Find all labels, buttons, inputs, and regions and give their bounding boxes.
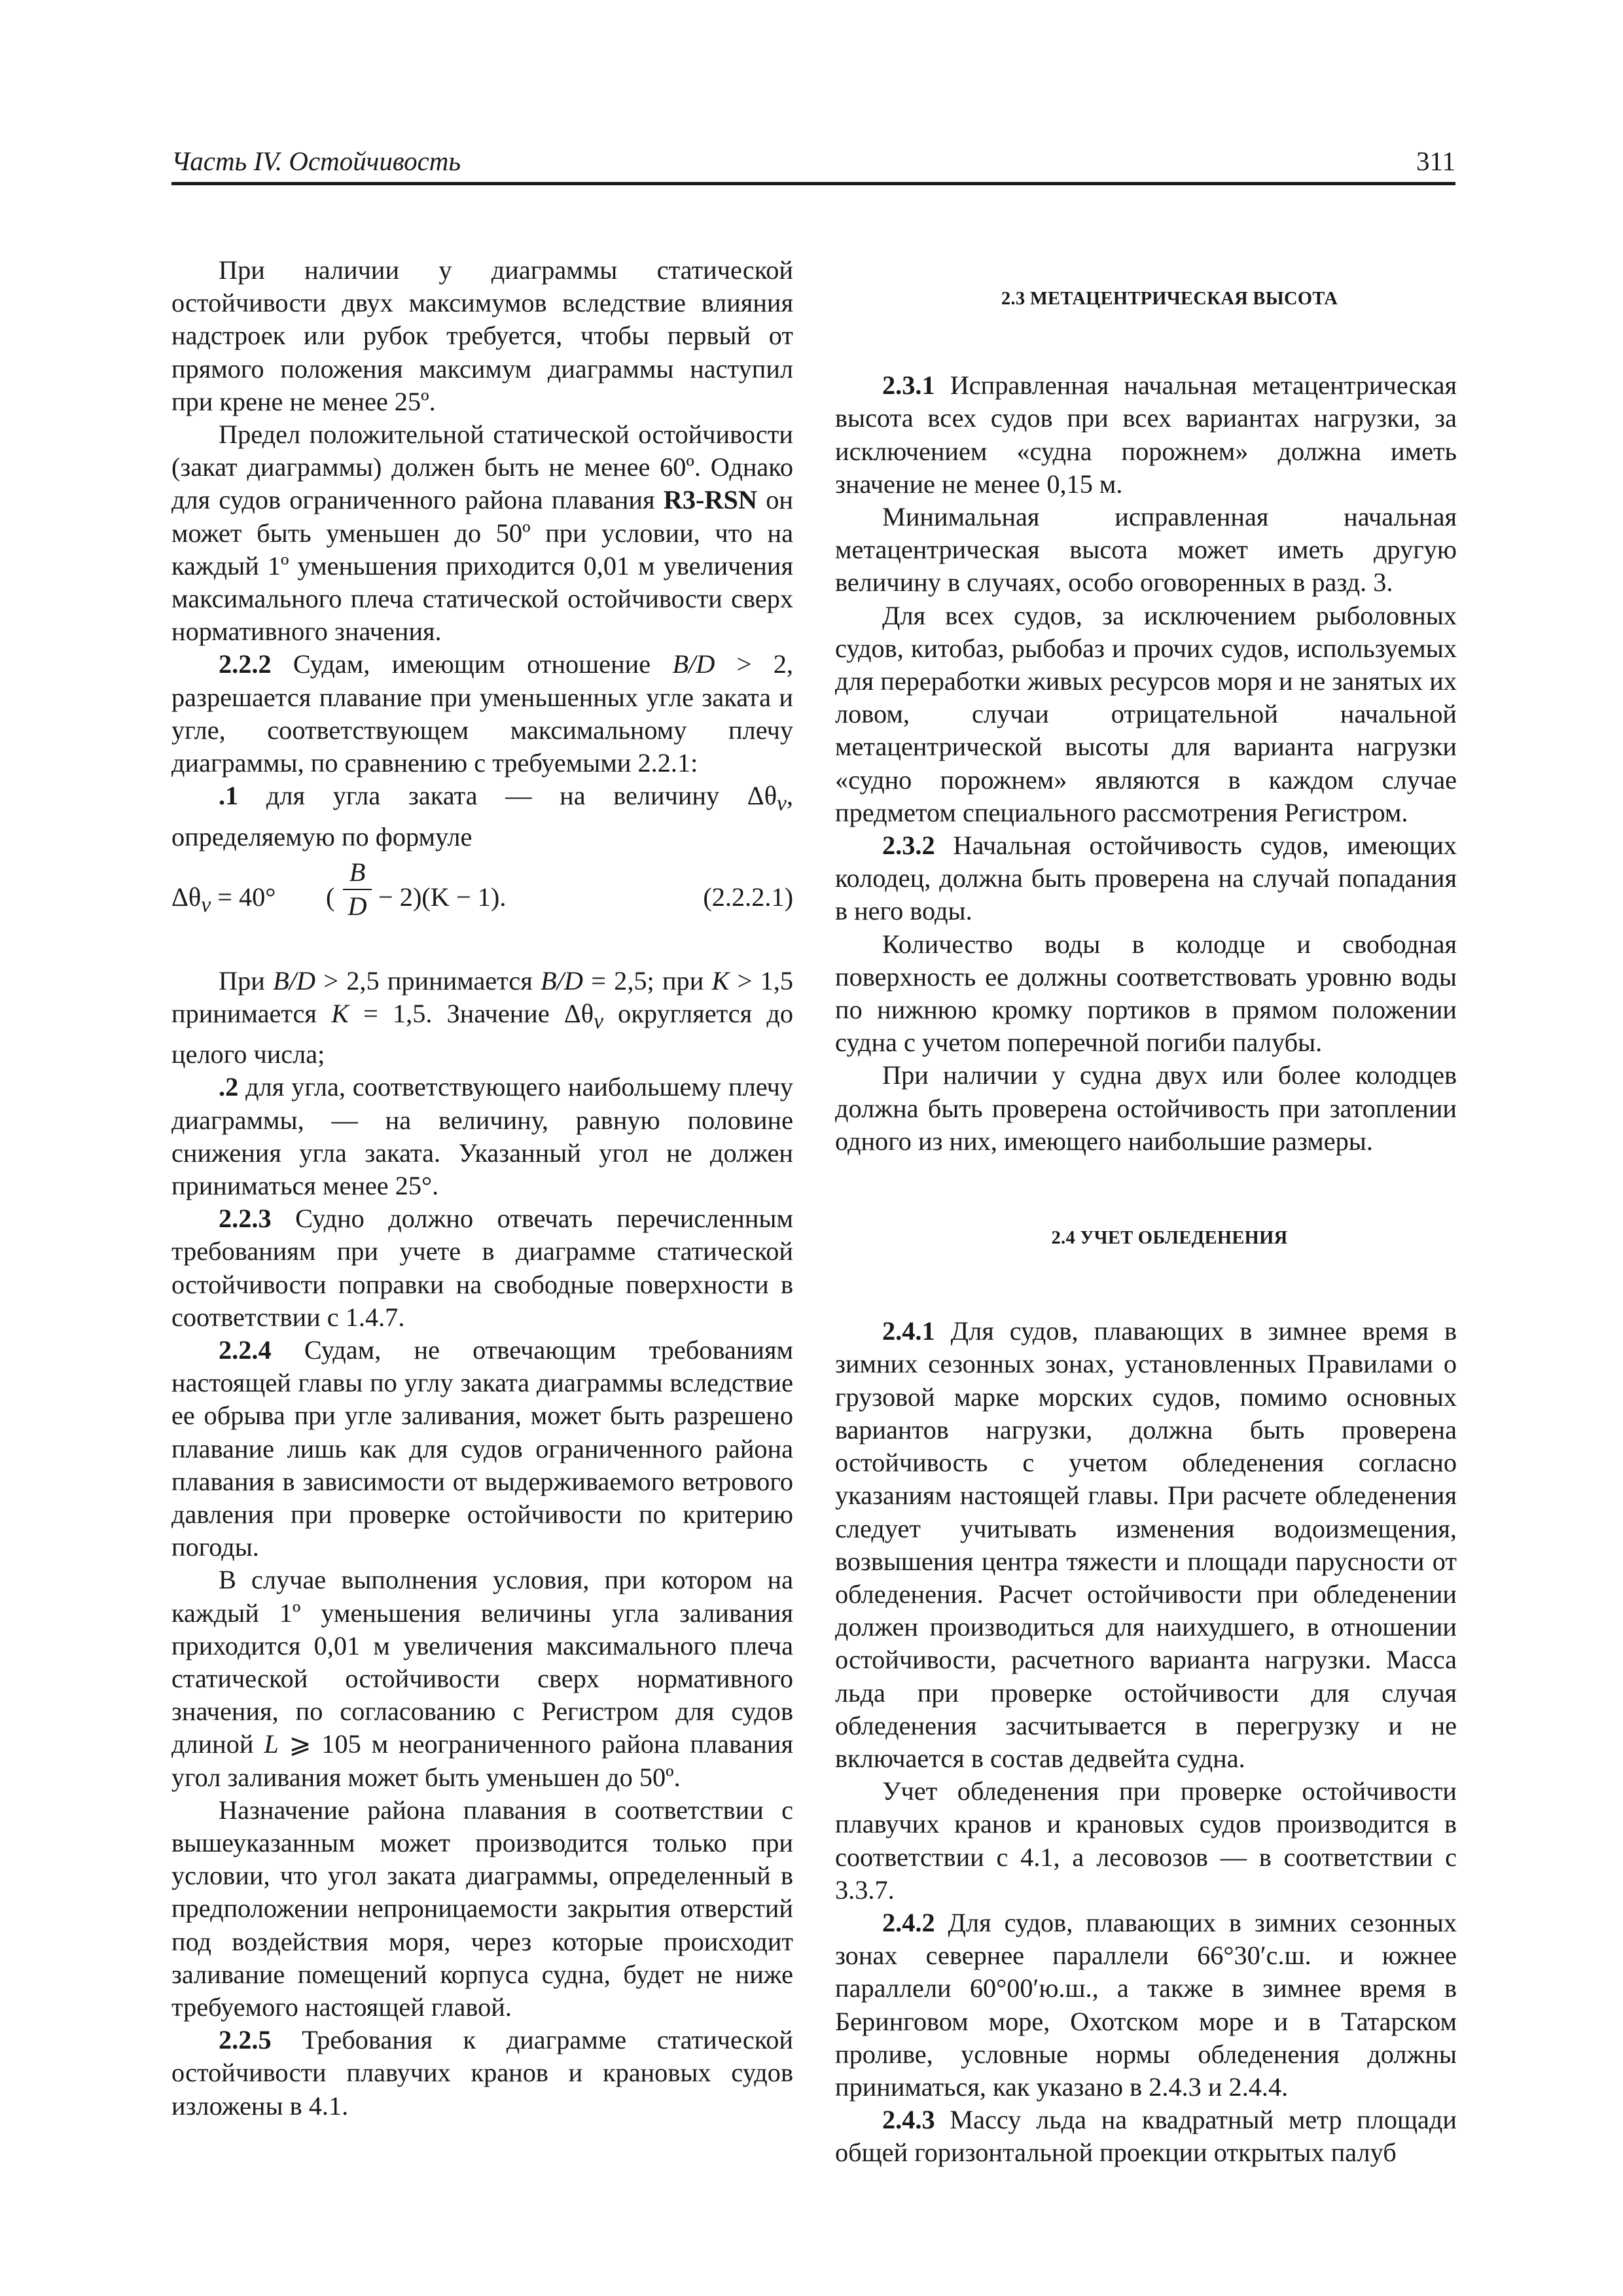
page-header	[171, 143, 1455, 185]
paragraph: При B/D > 2,5 принимается B/D = 2,5; при K > 1,5 принимается K = 1,5. Значение $\Delta\theta_v$ округляется до целого числа;	[171, 965, 794, 1069]
paragraph: Для всех судов, за исключением рыболовных судов, китобаз, рыбобаз и прочих судов, используемых для переработки живых ресурсов моря и не занятых их ловом, случаи отрицательной начальной метацентрической высоты для варианта нагрузки «судно порожнем» являются в каждом случае предметом специального рассмотрения Регистром.	[835, 600, 1457, 827]
left-column	[171, 254, 793, 2123]
right-column	[835, 254, 1457, 2170]
section-2-3-1: 2.3.1 Исправленная начальная метацентрическая высота всех судов при всех вариантах нагрузки, за исключением «судна порожнем» должна иметь значение не менее 0,15 м.	[835, 370, 1457, 499]
paragraph: В случае выполнения условия, при котором на каждый 1º уменьшения величины угла заливания приходится 0,01 м увеличения максимального плеча статической остойчивости сверх нормативного значения, по согласованию с Регистром для судов длиной L ⩾ 105 м неограниченного района плавания угол заливания может быть уменьшен до 50º.	[171, 1565, 793, 1792]
section-2-2-5: 2.2.5 Требования к диаграмме статической остойчивости плавучих кранов и крановых судов изложены в 4.1.	[171, 2025, 793, 2121]
list-item-2: .2 для угла, соответствующего наибольшему плечу диаграммы, — на величину, равную половине снижения угла заката. Указанный угол не должен приниматься менее 25°.	[171, 1072, 793, 1200]
paragraph: При наличии у судна двух или более колодцев должна быть проверена остойчивость при затоплении одного из них, имеющего наибольшие размеры.	[835, 1060, 1457, 1156]
paragraph: Количество воды в колодце и свободная поверхность ее должны соответствовать уровню воды по нижнюю кромку портиков в прямом положении судна с учетом поперечной погиби палубы.	[835, 929, 1457, 1058]
paragraph: При наличии у диаграммы статической остойчивости двух максимумов вследствие влияния надстроек или рубок требуется, чтобы первый от прямого положения максимум диаграммы наступил при крене не менее 25º.	[171, 255, 793, 416]
running-title: Часть IV. Остойчивость	[171, 146, 461, 176]
fraction: B D	[340, 857, 374, 922]
section-2-2-2: 2.2.2 Судам, имеющим отношение B/D > 2, разрешается плавание при уменьшенных угле заката и угле, соответствующем максимальному плечу диаграммы, по сравнению с требуемыми 2.2.1:	[171, 649, 793, 778]
section-2-4-3: 2.4.3 Массу льда на квадратный метр площади общей горизонтальной проекции открытых палуб	[835, 2105, 1457, 2168]
paragraph: Минимальная исправленная начальная метацентрическая высота может иметь другую величину в случаях, особо оговоренных в разд. 3.	[835, 502, 1457, 598]
page-number: 311	[1416, 146, 1455, 176]
formula-2-2-2-1: $\Delta\theta_v = 40^\circ$ ( B D − 2)(K − 1). (2.2.2.1)	[171, 857, 793, 921]
section-2-3-2: 2.3.2 Начальная остойчивость судов, имеющих колодец, должна быть проверена на случай попадания в него воды.	[835, 831, 1457, 926]
paragraph: Назначение района плавания в соответствии с вышеуказанным может производится только при условии, что угол заката диаграммы, определенный в предположении непроницаемости закрытия отверстий под воздействия моря, через которые происходит заливание помещений корпуса судна, будет не ниже требуемого настоящей главой.	[171, 1795, 793, 2022]
heading-2-3: 2.3 МЕТАЦЕНТРИЧЕСКАЯ ВЫСОТА	[1001, 289, 1338, 309]
section-2-4-2: 2.4.2 Для судов, плавающих в зимних сезонных зонах севернее параллели 66°30′с.ш. и южнее параллели 60°00′ю.ш., а также в зимнее время в Беринговом море, Охотском море и в Татарском проливе, условные нормы обледенения должны приниматься, как указано в 2.4.3 и 2.4.4.	[835, 1907, 1457, 2102]
section-2-2-4: 2.2.4 Судам, не отвечающим требованиям настоящей главы по углу заката диаграммы вследствие ее обрыва при угле заливания, может быть разрешено плавание лишь как для судов ограниченного района плавания в зависимости от выдерживаемого ветрового давления при проверке остойчивости по критерию погоды.	[171, 1335, 793, 1562]
section-2-2-3: 2.2.3 Судно должно отвечать перечисленным требованиям при учете в диаграмме статической остойчивости поправки на свободные поверхности в соответствии с 1.4.7.	[171, 1204, 793, 1332]
paragraph: Предел положительной статической остойчивости (закат диаграммы) должен быть не менее 60º. Однако для судов ограниченного района плавания R3-RSN он может быть уменьшен до 50º при условии, что на каждый 1º уменьшения приходится 0,01 м увеличения максимального плеча статической остойчивости сверх нормативного значения.	[171, 420, 793, 647]
formula-number: (2.2.2.1)	[703, 882, 793, 912]
section-2-4-1: 2.4.1 Для судов, плавающих в зимнее время в зимних сезонных зонах, установленных Правилами о грузовой марке морских судов, помимо основных вариантов нагрузки, должна быть проверена остойчивость с учетом обледенения согласно указаниям настоящей главы. При расчете обледенения следует учитывать изменения водоизмещения, возвышения центра тяжести и площади парусности от обледенения. Расчет остойчивости при обледенении должен производиться для наихудшего, в отношении остойчивости, расчетного варианта нагрузки. Масса льда при проверке остойчивости для случая обледенения засчитывается в перегрузку и не включается в состав дедвейта судна.	[835, 1316, 1457, 1773]
heading-2-4: 2.4 УЧЕТ ОБЛЕДЕНЕНИЯ	[1051, 1228, 1288, 1249]
paragraph: Учет обледенения при проверке остойчивости плавучих кранов и крановых судов производится в соответствии с 4.1, а лесовозов — в соответствии с 3.3.7.	[835, 1776, 1457, 1905]
list-item-1: .1 для угла заката — на величину $\Delta\theta_v$, определяемую по формуле	[171, 781, 793, 852]
